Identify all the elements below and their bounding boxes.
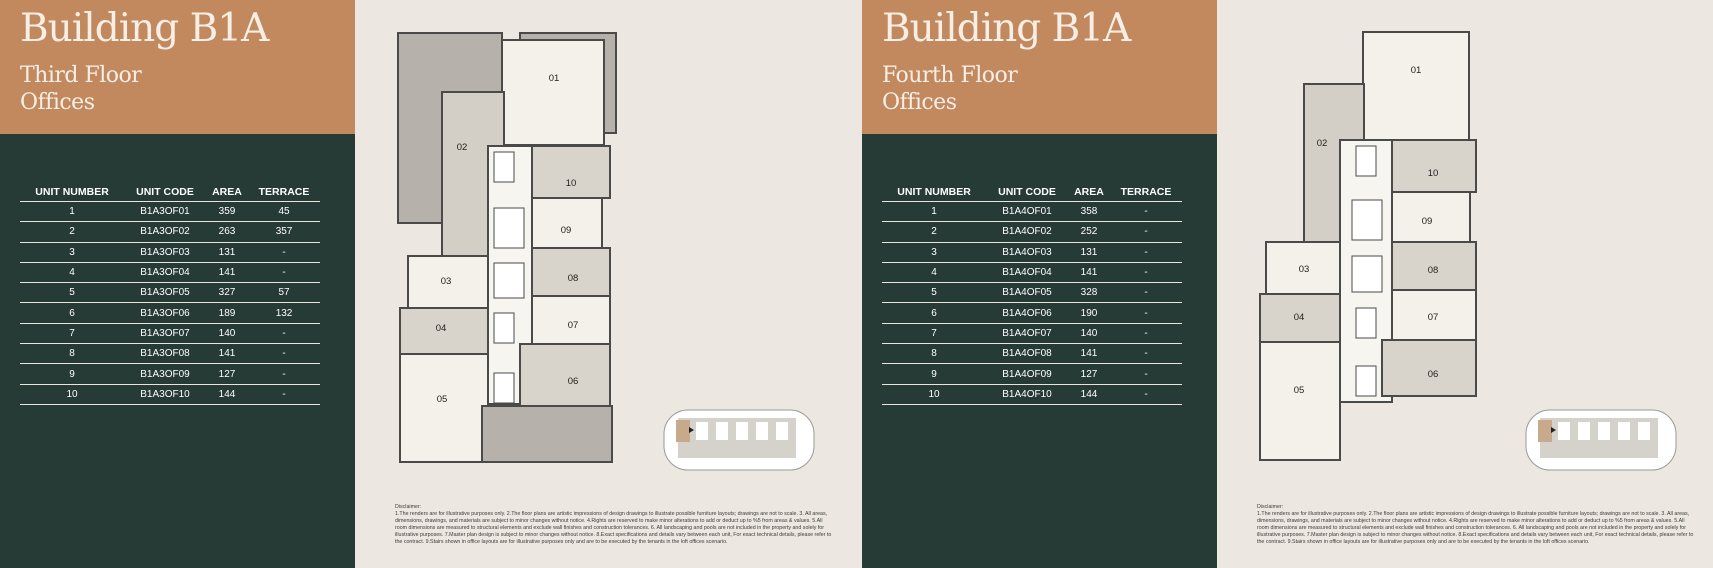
table-row <box>882 242 1182 262</box>
plan-unit-label: 04 <box>1293 312 1305 323</box>
terrace-cell: - <box>1110 262 1182 282</box>
area-cell: 140 <box>206 323 248 343</box>
unit-code-cell: B1A3OF09 <box>124 364 206 384</box>
unit-number-cell: 1 <box>882 202 986 222</box>
unit-code-cell: B1A4OF06 <box>986 303 1068 323</box>
plan-unit-label: 10 <box>1427 168 1439 179</box>
header-block <box>0 0 355 134</box>
unit-number-cell: 8 <box>20 344 124 364</box>
disclaimer-body: 1.The renders are for illustrative purposes only. 2.The floor plans are artistic impressions of design drawings to illustrate possible furniture layouts; drawings are not to scale. 3. All areas, dimensions, drawings, and materials are subject to minor changes without notice. 4.Rights are reserved to make minor alterations to add or deduct up to %5 from areas & values. 5.All room dimensions are measured to structural elements and exclude wall finishes and construction tolerances. 6. All landscaping and pools are not included in the property and solely for illustrative purposes. 7.Master plan design is subject to minor changes without notice. 8.Exact specifications and details vary between each unit, For exact technical details, please refer to the contract. 9.Stairs shown in office layouts are for illustrative purposes only and are to be executed by the tenants in the loft offices scenario. <box>395 511 832 545</box>
column-header-terrace: TERRACE <box>1110 182 1182 202</box>
unit-number-cell: 5 <box>882 283 986 303</box>
disclaimer-body: 1.The renders are for illustrative purposes only. 2.The floor plans are artistic impressions of design drawings to illustrate possible furniture layouts; drawings are not to scale. 3. All areas, dimensions, drawings, and materials are subject to minor changes without notice. 4.Rights are reserved to make minor alterations to add or deduct up to %5 from areas & values. 5.All room dimensions are measured to structural elements and exclude wall finishes and construction tolerances. 6. All landscaping and pools are not included in the property and solely for illustrative purposes. 7.Master plan design is subject to minor changes without notice. 8.Exact specifications and details vary between each unit, For exact technical details, please refer to the contract. 9.Stairs shown in office layouts are for illustrative purposes only and are to be executed by the tenants in the loft offices scenario. <box>1257 511 1694 545</box>
unit-code-cell: B1A4OF07 <box>986 323 1068 343</box>
plan-panel-fourth-floor <box>1217 0 1713 568</box>
table-row <box>20 303 320 323</box>
terrace-cell: - <box>248 344 320 364</box>
area-cell: 327 <box>206 283 248 303</box>
unit-number-cell: 8 <box>882 344 986 364</box>
table-row <box>20 364 320 384</box>
plan-unit-label: 09 <box>560 225 572 236</box>
area-cell: 359 <box>206 202 248 222</box>
table-row <box>20 384 320 404</box>
terrace-cell: - <box>1110 303 1182 323</box>
floor-plan-fourth-floor <box>1252 28 1492 473</box>
page-title: Building B1A <box>20 6 269 51</box>
unit-code-cell: B1A4OF03 <box>986 242 1068 262</box>
table-row <box>882 262 1182 282</box>
table-row <box>882 202 1182 222</box>
floor-name: Fourth Floor <box>882 63 1018 88</box>
plan-unit-label: 06 <box>1427 369 1439 380</box>
area-cell: 358 <box>1068 202 1110 222</box>
plan-unit-label: 07 <box>567 320 579 331</box>
area-cell: 127 <box>1068 364 1110 384</box>
terrace-cell: 57 <box>248 283 320 303</box>
page-title: Building B1A <box>882 6 1131 51</box>
terrace-cell: - <box>1110 283 1182 303</box>
unit-number-cell: 5 <box>20 283 124 303</box>
unit-number-cell: 9 <box>20 364 124 384</box>
floor-use: Offices <box>20 90 95 115</box>
column-header-unit-number: UNIT NUMBER <box>20 182 124 202</box>
unit-number-cell: 3 <box>20 242 124 262</box>
table-row <box>882 364 1182 384</box>
terrace-cell: - <box>1110 323 1182 343</box>
floor-name: Third Floor <box>20 63 142 88</box>
table-header-row <box>20 182 320 202</box>
column-header-unit-code: UNIT CODE <box>986 182 1068 202</box>
table-row <box>20 222 320 242</box>
header-block <box>862 0 1217 134</box>
area-cell: 328 <box>1068 283 1110 303</box>
plan-unit-label: 08 <box>1427 265 1439 276</box>
unit-code-cell: B1A4OF05 <box>986 283 1068 303</box>
plan-unit-label: 05 <box>1293 385 1305 396</box>
terrace-cell: - <box>1110 364 1182 384</box>
table-row <box>20 202 320 222</box>
unit-code-cell: B1A3OF05 <box>124 283 206 303</box>
table-row <box>882 344 1182 364</box>
unit-code-cell: B1A4OF04 <box>986 262 1068 282</box>
table-row <box>20 323 320 343</box>
unit-code-cell: B1A3OF10 <box>124 384 206 404</box>
area-cell: 263 <box>206 222 248 242</box>
terrace-cell: 357 <box>248 222 320 242</box>
unit-number-cell: 10 <box>20 384 124 404</box>
unit-number-cell: 10 <box>882 384 986 404</box>
unit-code-cell: B1A3OF01 <box>124 202 206 222</box>
terrace-cell: - <box>248 323 320 343</box>
terrace-cell: - <box>248 262 320 282</box>
column-header-unit-number: UNIT NUMBER <box>882 182 986 202</box>
plan-unit-label: 10 <box>565 178 577 189</box>
unit-code-cell: B1A4OF10 <box>986 384 1068 404</box>
area-cell: 131 <box>1068 242 1110 262</box>
plan-unit-label: 02 <box>1316 138 1328 149</box>
terrace-cell: - <box>1110 242 1182 262</box>
floor-subtitle <box>882 62 1017 116</box>
unit-number-cell: 4 <box>20 262 124 282</box>
plan-unit-label: 06 <box>567 376 579 387</box>
column-header-area: AREA <box>1068 182 1110 202</box>
plan-unit-label: 07 <box>1427 312 1439 323</box>
area-cell: 127 <box>206 364 248 384</box>
unit-number-cell: 6 <box>20 303 124 323</box>
unit-code-cell: B1A3OF04 <box>124 262 206 282</box>
column-header-area: AREA <box>206 182 248 202</box>
disclaimer <box>1257 504 1697 546</box>
plan-unit-label: 05 <box>436 394 448 405</box>
area-cell: 141 <box>206 344 248 364</box>
area-cell: 141 <box>1068 262 1110 282</box>
plan-unit-label: 04 <box>435 323 447 334</box>
unit-number-cell: 9 <box>882 364 986 384</box>
unit-code-cell: B1A4OF02 <box>986 222 1068 242</box>
area-cell: 141 <box>1068 344 1110 364</box>
terrace-cell: - <box>248 384 320 404</box>
table-row <box>882 222 1182 242</box>
table-row <box>20 242 320 262</box>
plan-unit-label: 01 <box>548 73 560 84</box>
unit-code-cell: B1A3OF07 <box>124 323 206 343</box>
column-header-terrace: TERRACE <box>248 182 320 202</box>
table-row <box>882 384 1182 404</box>
table-row <box>20 344 320 364</box>
unit-number-cell: 7 <box>882 323 986 343</box>
area-cell: 252 <box>1068 222 1110 242</box>
area-cell: 190 <box>1068 303 1110 323</box>
unit-code-cell: B1A4OF08 <box>986 344 1068 364</box>
unit-code-cell: B1A3OF08 <box>124 344 206 364</box>
terrace-cell: - <box>1110 344 1182 364</box>
floor-use: Offices <box>882 90 957 115</box>
plan-panel-third-floor <box>355 0 862 568</box>
plan-unit-label: 09 <box>1421 216 1433 227</box>
plan-unit-label: 01 <box>1410 65 1422 76</box>
info-column-fourth-floor <box>862 0 1217 568</box>
terrace-cell: - <box>248 364 320 384</box>
unit-number-cell: 2 <box>20 222 124 242</box>
unit-number-cell: 4 <box>882 262 986 282</box>
key-plan-third-floor <box>660 404 820 479</box>
unit-number-cell: 7 <box>20 323 124 343</box>
plan-unit-label: 03 <box>1298 264 1310 275</box>
floor-subtitle <box>20 62 141 116</box>
plan-unit-label: 02 <box>456 142 468 153</box>
area-cell: 144 <box>206 384 248 404</box>
unit-number-cell: 6 <box>882 303 986 323</box>
plan-unit-label: 03 <box>440 276 452 287</box>
unit-number-cell: 1 <box>20 202 124 222</box>
unit-code-cell: B1A3OF06 <box>124 303 206 323</box>
table-row <box>882 323 1182 343</box>
unit-number-cell: 3 <box>882 242 986 262</box>
unit-number-cell: 2 <box>882 222 986 242</box>
table-row <box>882 283 1182 303</box>
key-plan-fourth-floor <box>1522 404 1682 479</box>
disclaimer-heading: Disclaimer: <box>1257 504 1284 510</box>
units-table <box>882 182 1182 405</box>
terrace-cell: 132 <box>248 303 320 323</box>
terrace-cell: - <box>248 242 320 262</box>
disclaimer <box>395 504 835 546</box>
table-header-row <box>882 182 1182 202</box>
unit-code-cell: B1A4OF09 <box>986 364 1068 384</box>
area-cell: 141 <box>206 262 248 282</box>
unit-code-cell: B1A4OF01 <box>986 202 1068 222</box>
table-row <box>20 283 320 303</box>
unit-code-cell: B1A3OF03 <box>124 242 206 262</box>
info-column-third-floor <box>0 0 355 568</box>
units-table <box>20 182 320 405</box>
terrace-cell: - <box>1110 202 1182 222</box>
table-row <box>20 262 320 282</box>
area-cell: 131 <box>206 242 248 262</box>
column-header-unit-code: UNIT CODE <box>124 182 206 202</box>
area-cell: 189 <box>206 303 248 323</box>
disclaimer-heading: Disclaimer: <box>395 504 422 510</box>
terrace-cell: - <box>1110 384 1182 404</box>
table-row <box>882 303 1182 323</box>
terrace-cell: 45 <box>248 202 320 222</box>
unit-code-cell: B1A3OF02 <box>124 222 206 242</box>
terrace-cell: - <box>1110 222 1182 242</box>
plan-unit-label: 08 <box>567 273 579 284</box>
floor-plan-third-floor <box>390 28 630 473</box>
area-cell: 140 <box>1068 323 1110 343</box>
area-cell: 144 <box>1068 384 1110 404</box>
